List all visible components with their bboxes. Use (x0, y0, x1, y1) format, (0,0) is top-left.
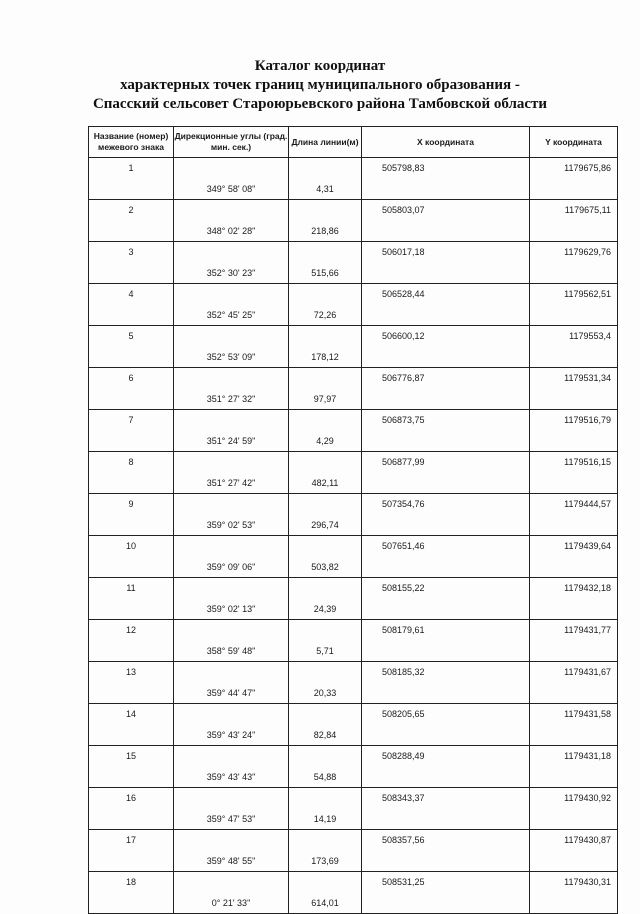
x-coordinate: 507354,76 (362, 494, 530, 515)
header-y: Y координата (530, 127, 618, 158)
empty-cell (289, 830, 362, 851)
empty-cell (89, 725, 174, 746)
empty-cell (289, 242, 362, 263)
point-name: 4 (89, 284, 174, 305)
empty-cell (530, 263, 618, 284)
empty-cell (362, 641, 530, 662)
y-coordinate: 1179516,15 (530, 452, 618, 473)
line-length: 178,12 (289, 347, 362, 368)
direction-angle: 359° 02' 13" (174, 599, 289, 620)
empty-cell (362, 851, 530, 872)
empty-cell (289, 704, 362, 725)
table-row-line (89, 347, 618, 368)
x-coordinate: 508288,49 (362, 746, 530, 767)
point-name: 3 (89, 242, 174, 263)
empty-cell (174, 662, 289, 683)
table-row-point (89, 284, 618, 305)
y-coordinate: 1179431,67 (530, 662, 618, 683)
line-length: 503,82 (289, 557, 362, 578)
empty-cell (89, 809, 174, 830)
y-coordinate: 1179431,18 (530, 746, 618, 767)
y-coordinate: 1179675,86 (530, 158, 618, 179)
header-name: Название (номер) межевого знака (89, 127, 174, 158)
empty-cell (89, 305, 174, 326)
table-row-point (89, 200, 618, 221)
empty-cell (362, 683, 530, 704)
line-length: 14,19 (289, 809, 362, 830)
table-row-point (89, 158, 618, 179)
empty-cell (174, 242, 289, 263)
direction-angle: 351° 27' 42" (174, 473, 289, 494)
y-coordinate: 1179562,51 (530, 284, 618, 305)
empty-cell (530, 473, 618, 494)
table-row-line (89, 515, 618, 536)
point-name: 9 (89, 494, 174, 515)
table-row-line (89, 683, 618, 704)
empty-cell (530, 599, 618, 620)
empty-cell (530, 305, 618, 326)
x-coordinate: 508343,37 (362, 788, 530, 809)
y-coordinate: 1179516,79 (530, 410, 618, 431)
table-row-line (89, 725, 618, 746)
table-row-point (89, 494, 618, 515)
point-name: 17 (89, 830, 174, 851)
x-coordinate: 505798,83 (362, 158, 530, 179)
header-direction: Дирекционные углы (град. мин. сек.) (174, 127, 289, 158)
line-length: 54,88 (289, 767, 362, 788)
y-coordinate: 1179439,64 (530, 536, 618, 557)
x-coordinate: 507651,46 (362, 536, 530, 557)
x-coordinate: 506600,12 (362, 326, 530, 347)
y-coordinate: 1179629,76 (530, 242, 618, 263)
y-coordinate: 1179675,11 (530, 200, 618, 221)
empty-cell (174, 284, 289, 305)
point-name: 1 (89, 158, 174, 179)
empty-cell (530, 515, 618, 536)
direction-angle: 359° 48' 55" (174, 851, 289, 872)
table-row-line (89, 221, 618, 242)
table-row-point (89, 368, 618, 389)
y-coordinate: 1179553,4 (530, 326, 618, 347)
table-header-row (89, 127, 618, 158)
empty-cell (289, 620, 362, 641)
y-coordinate: 1179430,31 (530, 872, 618, 893)
empty-cell (362, 515, 530, 536)
x-coordinate: 508185,32 (362, 662, 530, 683)
table-row-point (89, 830, 618, 851)
table-row-line (89, 641, 618, 662)
direction-angle: 0° 21' 33" (174, 893, 289, 914)
point-name: 5 (89, 326, 174, 347)
direction-angle: 359° 43' 43" (174, 767, 289, 788)
empty-cell (174, 788, 289, 809)
direction-angle: 352° 53' 09" (174, 347, 289, 368)
point-name: 11 (89, 578, 174, 599)
empty-cell (174, 326, 289, 347)
line-length: 4,29 (289, 431, 362, 452)
catalog-subtitle-line2: Спасский сельсовет Староюрьевского района Тамбовской области (92, 96, 548, 112)
line-length: 24,39 (289, 599, 362, 620)
empty-cell (530, 557, 618, 578)
empty-cell (362, 767, 530, 788)
point-name: 2 (89, 200, 174, 221)
empty-cell (362, 221, 530, 242)
table-row-point (89, 578, 618, 599)
line-length: 218,86 (289, 221, 362, 242)
point-name: 10 (89, 536, 174, 557)
table-row-line (89, 473, 618, 494)
point-name: 7 (89, 410, 174, 431)
point-name: 8 (89, 452, 174, 473)
y-coordinate: 1179430,92 (530, 788, 618, 809)
table-row-line (89, 893, 618, 914)
empty-cell (530, 809, 618, 830)
x-coordinate: 506528,44 (362, 284, 530, 305)
table-row-point (89, 788, 618, 809)
empty-cell (289, 326, 362, 347)
point-name: 13 (89, 662, 174, 683)
empty-cell (530, 851, 618, 872)
direction-angle: 359° 44' 47" (174, 683, 289, 704)
line-length: 296,74 (289, 515, 362, 536)
x-coordinate: 508531,25 (362, 872, 530, 893)
empty-cell (289, 200, 362, 221)
x-coordinate: 508205,65 (362, 704, 530, 725)
line-length: 20,33 (289, 683, 362, 704)
y-coordinate: 1179430,87 (530, 830, 618, 851)
empty-cell (89, 221, 174, 242)
line-length: 173,69 (289, 851, 362, 872)
empty-cell (530, 221, 618, 242)
empty-cell (289, 872, 362, 893)
line-length: 4,31 (289, 179, 362, 200)
empty-cell (530, 641, 618, 662)
table-row-line (89, 809, 618, 830)
line-length: 515,66 (289, 263, 362, 284)
x-coordinate: 506776,87 (362, 368, 530, 389)
x-coordinate: 506877,99 (362, 452, 530, 473)
empty-cell (289, 746, 362, 767)
point-name: 14 (89, 704, 174, 725)
empty-cell (362, 263, 530, 284)
table-row-line (89, 767, 618, 788)
table-row-line (89, 263, 618, 284)
empty-cell (530, 179, 618, 200)
empty-cell (89, 389, 174, 410)
empty-cell (174, 830, 289, 851)
table-row-line (89, 179, 618, 200)
empty-cell (174, 872, 289, 893)
header-x: X координата (362, 127, 530, 158)
x-coordinate: 506017,18 (362, 242, 530, 263)
empty-cell (530, 683, 618, 704)
table-row-point (89, 452, 618, 473)
x-coordinate: 506873,75 (362, 410, 530, 431)
point-name: 12 (89, 620, 174, 641)
empty-cell (362, 725, 530, 746)
empty-cell (289, 368, 362, 389)
table-row-point (89, 536, 618, 557)
point-name: 16 (89, 788, 174, 809)
empty-cell (174, 200, 289, 221)
line-length: 614,01 (289, 893, 362, 914)
direction-angle: 348° 02' 28" (174, 221, 289, 242)
table-row-point (89, 704, 618, 725)
table-row-point (89, 326, 618, 347)
empty-cell (530, 389, 618, 410)
empty-cell (89, 515, 174, 536)
empty-cell (89, 851, 174, 872)
table-row-line (89, 851, 618, 872)
direction-angle: 359° 43' 24" (174, 725, 289, 746)
empty-cell (174, 746, 289, 767)
direction-angle: 352° 45' 25" (174, 305, 289, 326)
y-coordinate: 1179444,57 (530, 494, 618, 515)
table-row-line (89, 389, 618, 410)
empty-cell (89, 431, 174, 452)
point-name: 15 (89, 746, 174, 767)
point-name: 6 (89, 368, 174, 389)
catalog-subtitle-line1: характерных точек границ муниципального образования - (120, 77, 520, 93)
point-name: 18 (89, 872, 174, 893)
table-row-point (89, 872, 618, 893)
direction-angle: 359° 09' 06" (174, 557, 289, 578)
x-coordinate: 508357,56 (362, 830, 530, 851)
table-row-line (89, 599, 618, 620)
direction-angle: 349° 58' 08" (174, 179, 289, 200)
x-coordinate: 505803,07 (362, 200, 530, 221)
line-length: 82,84 (289, 725, 362, 746)
y-coordinate: 1179431,58 (530, 704, 618, 725)
empty-cell (89, 641, 174, 662)
table-row-point (89, 242, 618, 263)
empty-cell (89, 893, 174, 914)
direction-angle: 359° 02' 53" (174, 515, 289, 536)
header-length: Длина линии(м) (289, 127, 362, 158)
empty-cell (174, 452, 289, 473)
empty-cell (530, 431, 618, 452)
y-coordinate: 1179431,77 (530, 620, 618, 641)
empty-cell (174, 578, 289, 599)
line-length: 482,11 (289, 473, 362, 494)
empty-cell (89, 179, 174, 200)
empty-cell (362, 599, 530, 620)
empty-cell (289, 788, 362, 809)
table-row-point (89, 620, 618, 641)
table-body (89, 158, 618, 914)
line-length: 72,26 (289, 305, 362, 326)
empty-cell (289, 158, 362, 179)
empty-cell (174, 410, 289, 431)
empty-cell (289, 578, 362, 599)
empty-cell (89, 767, 174, 788)
x-coordinate: 508179,61 (362, 620, 530, 641)
table-row-point (89, 410, 618, 431)
line-length: 97,97 (289, 389, 362, 410)
empty-cell (289, 494, 362, 515)
table-row-line (89, 431, 618, 452)
table-row-point (89, 746, 618, 767)
empty-cell (530, 347, 618, 368)
empty-cell (362, 179, 530, 200)
empty-cell (362, 557, 530, 578)
empty-cell (89, 599, 174, 620)
catalog-title: Каталог координат (254, 58, 386, 74)
empty-cell (174, 620, 289, 641)
empty-cell (362, 389, 530, 410)
empty-cell (89, 473, 174, 494)
line-length: 5,71 (289, 641, 362, 662)
empty-cell (174, 536, 289, 557)
empty-cell (289, 410, 362, 431)
empty-cell (362, 305, 530, 326)
empty-cell (362, 809, 530, 830)
empty-cell (174, 494, 289, 515)
direction-angle: 351° 27' 32" (174, 389, 289, 410)
empty-cell (89, 683, 174, 704)
empty-cell (289, 284, 362, 305)
empty-cell (289, 452, 362, 473)
empty-cell (174, 704, 289, 725)
empty-cell (174, 368, 289, 389)
empty-cell (362, 431, 530, 452)
empty-cell (362, 893, 530, 914)
direction-angle: 351° 24' 59" (174, 431, 289, 452)
empty-cell (289, 536, 362, 557)
y-coordinate: 1179531,34 (530, 368, 618, 389)
x-coordinate: 508155,22 (362, 578, 530, 599)
empty-cell (530, 893, 618, 914)
empty-cell (174, 158, 289, 179)
empty-cell (530, 767, 618, 788)
empty-cell (362, 347, 530, 368)
direction-angle: 352° 30' 23" (174, 263, 289, 284)
table-row-line (89, 557, 618, 578)
empty-cell (530, 725, 618, 746)
empty-cell (289, 662, 362, 683)
empty-cell (89, 557, 174, 578)
empty-cell (89, 263, 174, 284)
direction-angle: 358° 59' 48" (174, 641, 289, 662)
y-coordinate: 1179432,18 (530, 578, 618, 599)
table-row-line (89, 305, 618, 326)
empty-cell (362, 473, 530, 494)
direction-angle: 359° 47' 53" (174, 809, 289, 830)
coordinates-table (88, 126, 618, 914)
table-row-point (89, 662, 618, 683)
empty-cell (89, 347, 174, 368)
